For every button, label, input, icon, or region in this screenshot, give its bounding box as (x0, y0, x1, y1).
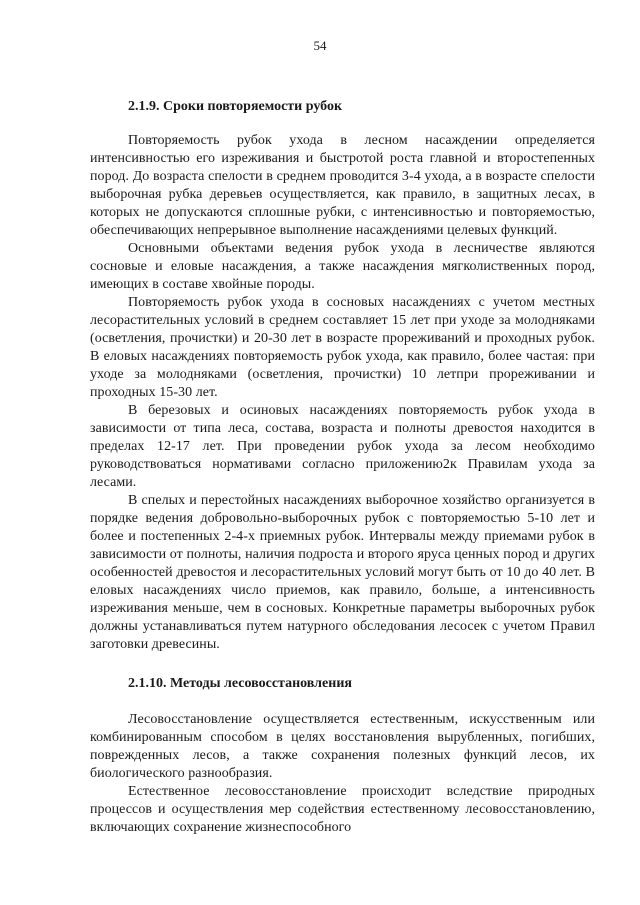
section-heading-2-1-9: 2.1.9. Сроки повторяемости рубок (128, 99, 343, 114)
paragraph: Повторяемость рубок ухода в лесном насаждении определяется интенсивностью его изреживания и быстротой роста главной и второстепенных пород. До возраста спелости в среднем проводится 3-4 ухода, а в возрасте спелости выборочная рубка деревьев осуществляется, как правило, в защитных лесах, в которых не допускаются сплошные рубки, с интенсивностью и повторяемостью, обеспечивающих непрерывное выполнение насаждениями целевых функций. (90, 133, 595, 238)
page-number: 54 (313, 38, 327, 53)
page-content (90, 98, 595, 837)
paragraph: Основными объектами ведения рубок ухода в лесничестве являются сосновые и еловые насаждения, а также насаждения мягколиственных пород, имеющих в составе хвойные породы. (90, 241, 595, 292)
paragraph: Лесовосстановление осуществляется естественным, искусственным или комбинированным способом в целях восстановления вырубленных, погибших, поврежденных лесов, а также сохранения полезных функций лесов, их биологического разнообразия. (90, 712, 595, 781)
section-heading-2-1-10: 2.1.10. Методы лесовосстановления (128, 676, 352, 691)
paragraph: Повторяемость рубок ухода в сосновых насаждениях с учетом местных лесорастительных условий в среднем составляет 15 лет при уходе за молодняками (осветления, прочистки) и 20-30 лет в возрасте прореживаний и проходных рубок. В еловых насаждениях повторяемость рубок ухода, как правило, более частая: при уходе за молодняками (осветления, прочистки) 10 летпри прореживании и проходных 15-30 лет. (90, 295, 595, 400)
paragraph: Естественное лесовосстановление происходит вследствие природных процессов и осуществления мер содействия естественному лесовосстановлению, включающих сохранение жизнеспособного (90, 784, 595, 835)
paragraph: В березовых и осиновых насаждениях повторяемость рубок ухода в зависимости от типа леса, состава, возраста и полноты древостоя находится в пределах 12-17 лет. При проведении рубок ухода за лесом необходимо руководствоваться нормативами согласно приложению2к Правилам ухода за лесами. (90, 403, 595, 490)
paragraph: В спелых и перестойных насаждениях выборочное хозяйство организуется в порядке ведения добровольно-выборочных рубок с повторяемостью 5-10 лет и более и постепенных 2-4-х приемных рубок. Интервалы между приемами рубок в зависимости от полноты, наличия подроста и второго яруса ценных пород и других особенностей древостоя и лесорастительных условий могут быть от 10 до 40 лет. В еловых насаждениях число приемов, как правило, больше, а интенсивность изреживания меньше, чем в сосновых. Конкретные параметры выборочных рубок должны устанавливаться путем натурного обследования лесосек с учетом Правил заготовки древесины. (90, 493, 595, 652)
